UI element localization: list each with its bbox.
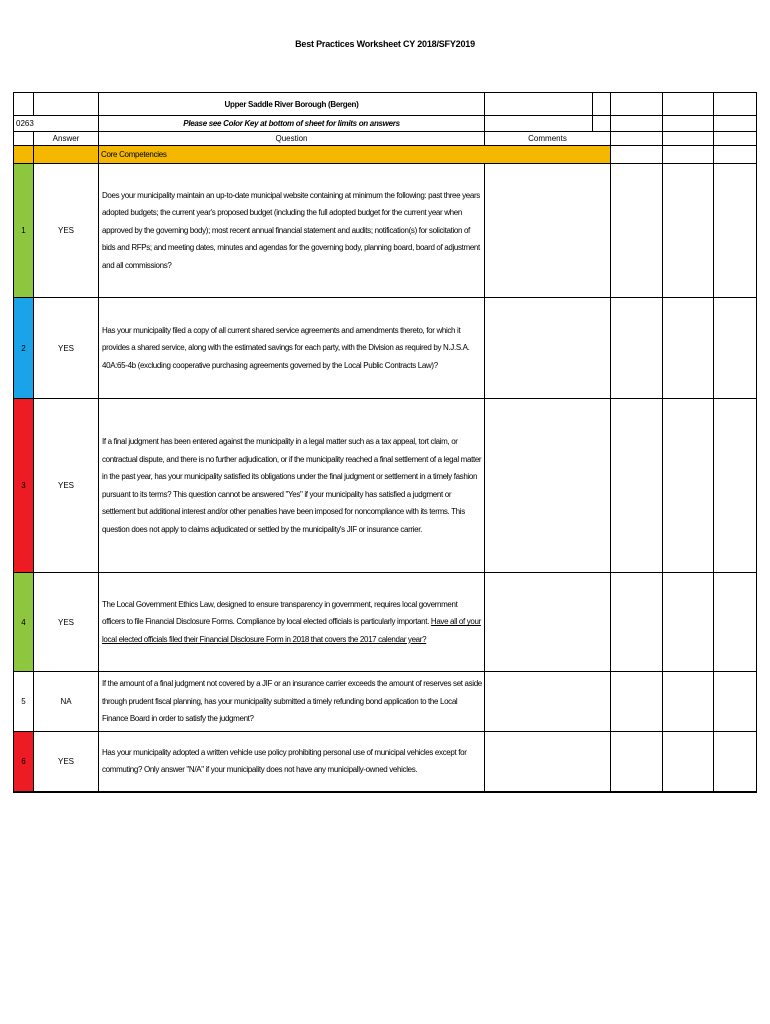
comments-cell[interactable] (485, 164, 611, 298)
header-title-row (14, 93, 757, 116)
row-number: 1 (14, 164, 34, 298)
question-text: If the amount of a final judgment not covered by a JIF or an insurance carrier exceeds the amount of reserves set aside through prudent fiscal planning, has your municipality submitted a timely refunding bond application to the Local Finance Board in order to satisfy the judgment? (99, 672, 485, 732)
answer-value[interactable]: YES (34, 164, 99, 298)
row-number: 3 (14, 399, 34, 573)
municipality-code: 0263 (14, 116, 99, 132)
worksheet-table (13, 92, 757, 793)
question-text: Has your municipality adopted a written vehicle use policy prohibiting personal use of municipal vehicles except for commuting? Only answer "N/A" if your municipality does not have any municipally-owned vehicles. (99, 732, 485, 792)
row-number: 5 (14, 672, 34, 732)
header-note-row (14, 116, 757, 132)
comments-cell[interactable] (485, 298, 611, 399)
answer-value[interactable]: YES (34, 732, 99, 792)
answer-column-header: Answer (34, 132, 99, 146)
question-row-1 (14, 164, 757, 298)
row-number: 2 (14, 298, 34, 399)
question-text (99, 573, 485, 672)
question-row-3 (14, 399, 757, 573)
color-key-note: Please see Color Key at bottom of sheet for limits on answers (99, 116, 485, 132)
comments-cell[interactable] (485, 672, 611, 732)
section-row (14, 146, 757, 164)
question-column-header: Question (99, 132, 485, 146)
question-text-intro: The Local Government Ethics Law, designed to ensure transparency in government, requires local government officers to file Financial Disclosure Forms. Compliance by local elected officials is particularly important. (102, 599, 458, 627)
comments-column-header: Comments (485, 132, 611, 146)
question-row-2 (14, 298, 757, 399)
question-text-underlined: Have all of your local elected officials filed their Financial Disclosure Form in 2018 that covers the 2017 calendar year? (102, 617, 481, 644)
question-text: If a final judgment has been entered against the municipality in a legal matter such as a tax appeal, tort claim, or contractual dispute, and there is no further adjudication, or if the municipality reached a final settlement of a legal matter in the past year, has your municipality satisfied its obligations under the final judgment or settlement in a timely fashion pursuant to its terms? This question cannot be answered "Yes" if your municipality has satisfied a judgment or settlement but additional interest and/or other penalties have been imposed for noncompliance with its terms. This question does not apply to claims adjudicated or settled by the municipality's JIF or insurance carrier. (99, 399, 485, 573)
answer-value[interactable]: YES (34, 298, 99, 399)
comments-cell[interactable] (485, 573, 611, 672)
comments-cell[interactable] (485, 732, 611, 792)
section-label: Core Competencies (99, 146, 611, 164)
municipality-name: Upper Saddle River Borough (Bergen) (99, 93, 485, 116)
question-row-6 (14, 732, 757, 792)
page-title: Best Practices Worksheet CY 2018/SFY2019 (295, 39, 475, 49)
question-text: Has your municipality filed a copy of all current shared service agreements and amendments thereto, for which it provides a shared service, along with the estimated savings for each party, with the Division as required by N.J.S.A. 40A:65-4b (excluding cooperative purchasing agreements governed by the Local Public Contracts Law)? (99, 298, 485, 399)
question-row-5 (14, 672, 757, 732)
answer-value[interactable]: YES (34, 573, 99, 672)
answer-value[interactable]: YES (34, 399, 99, 573)
row-number: 4 (14, 573, 34, 672)
comments-cell[interactable] (485, 399, 611, 573)
question-text: Does your municipality maintain an up-to-date municipal website containing at minimum the following: past three years adopted budgets; the current year's proposed budget (including the full adopted budget for the current year when approved by the governing body); most recent annual financial statement and audits; notification(s) for solicitation of bids and RFPs; and meeting dates, minutes and agendas for the governing body, planning board, board of adjustment and all commissions? (99, 164, 485, 298)
answer-value[interactable]: NA (34, 672, 99, 732)
column-header-row (14, 132, 757, 146)
row-number: 6 (14, 732, 34, 792)
question-row-4 (14, 573, 757, 672)
